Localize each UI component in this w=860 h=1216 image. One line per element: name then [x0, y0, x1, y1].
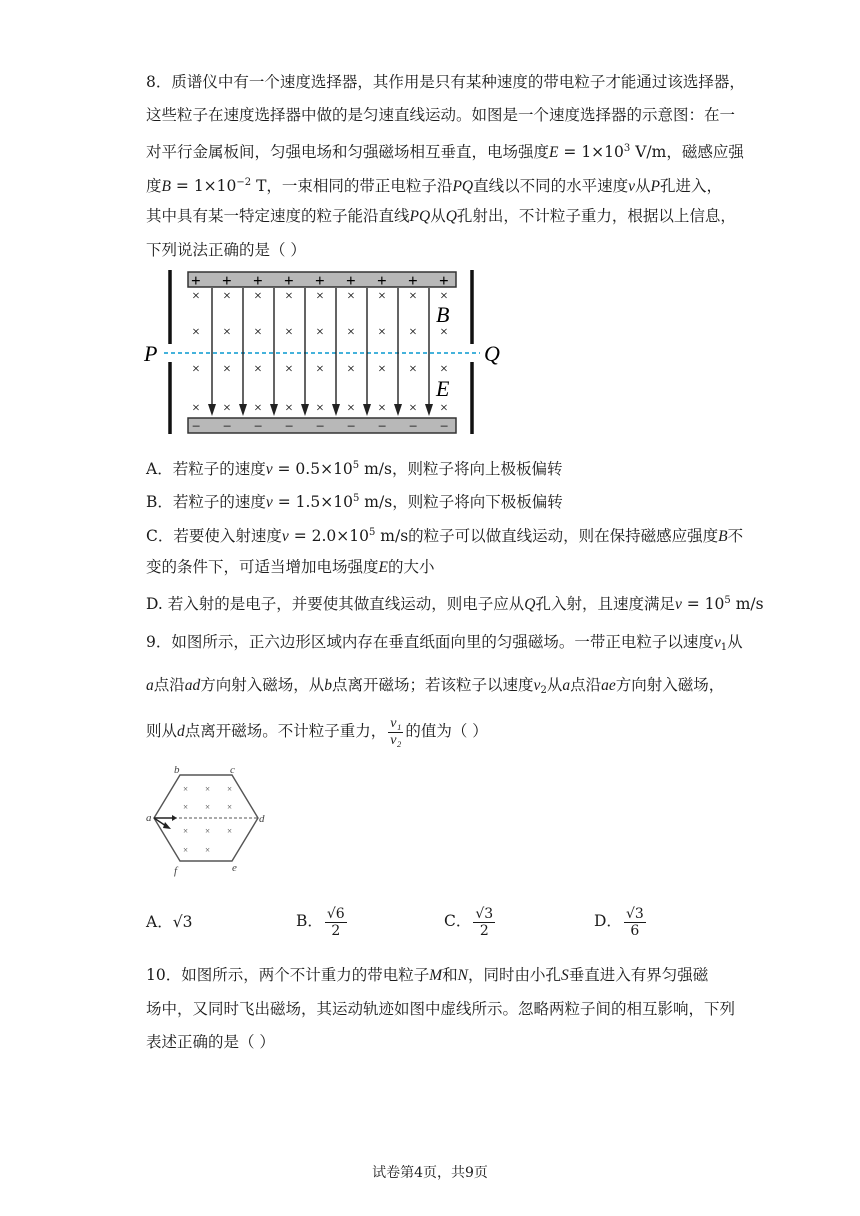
field-cross: × — [409, 401, 417, 416]
plus-sign: + — [346, 271, 356, 290]
field-cross: × — [254, 289, 262, 304]
hex-field-cross: × — [205, 802, 211, 812]
plus-sign: + — [191, 271, 201, 290]
plus-sign: + — [222, 271, 232, 290]
minus-sign: − — [192, 419, 201, 435]
field-cross: × — [347, 325, 355, 340]
page-footer: 试卷第4页，共9页 — [372, 1165, 488, 1181]
minus-sign: − — [409, 419, 418, 435]
q8-line-4: 度$B = 1\times 10^{-2}$ T，一束相同的带正电粒子沿PQ直线以不同的水平速度v从P孔进入， — [146, 177, 723, 195]
vertex-a: a — [146, 812, 152, 824]
field-cross: × — [285, 289, 293, 304]
q8-line-5: 其中具有某一特定速度的粒子能沿直线PQ从Q孔射出，不计粒子重力，根据以上信息， — [146, 207, 736, 225]
q10-line-3: 表述正确的是（ ） — [146, 1033, 275, 1051]
field-arrowhead — [270, 404, 278, 416]
field-arrowhead — [425, 404, 433, 416]
q9-line-1: 9．如图所示，正六边形区域内存在垂直纸面向里的匀强磁场。一带正电粒子以速度$v_1$从 — [146, 633, 743, 653]
vertex-e: e — [232, 862, 237, 874]
hex-field-cross: × — [183, 826, 189, 836]
arrowhead-ae — [163, 822, 171, 829]
field-arrowhead — [239, 404, 247, 416]
q8-option-c: C．若要使入射速度$v = 2.0\times 10^5$ m/s的粒子可以做直线运动，则在保持磁感应强度B不 — [146, 527, 744, 545]
field-cross: × — [223, 362, 231, 377]
field-cross: × — [192, 289, 200, 304]
field-cross: × — [347, 362, 355, 377]
field-cross: × — [378, 289, 386, 304]
label-e: E — [436, 376, 450, 401]
field-cross: × — [409, 362, 417, 377]
field-arrowhead — [301, 404, 309, 416]
q9-option-d: D． $\frac{√3}{6}$ — [594, 905, 644, 939]
hex-field-cross: × — [227, 784, 233, 794]
field-arrowhead — [208, 404, 216, 416]
plus-sign: + — [377, 271, 387, 290]
q8-line-1: 8．质谱仪中有一个速度选择器，其作用是只有某种速度的带电粒子才能通过该选择器， — [146, 73, 745, 91]
field-cross: × — [440, 362, 448, 377]
v1-over-v2-fraction: $\frac{\text{v₁}}{\text{v₂}}$ — [390, 715, 402, 748]
vertex-f: f — [174, 865, 178, 877]
hexagon-field-figure — [146, 762, 270, 878]
vertex-d: d — [259, 813, 265, 825]
plus-sign: + — [408, 271, 418, 290]
hex-field-cross: × — [227, 802, 233, 812]
field-cross: × — [223, 401, 231, 416]
field-cross: × — [192, 325, 200, 340]
field-cross: × — [316, 401, 324, 416]
vertex-b: b — [174, 764, 180, 776]
field-cross: × — [285, 325, 293, 340]
q10-line-1: 10．如图所示，两个不计重力的带电粒子M和N，同时由小孔S垂直进入有界匀强磁 — [146, 966, 709, 984]
field-cross: × — [316, 325, 324, 340]
hex-field-cross: × — [183, 784, 189, 794]
field-arrowhead — [332, 404, 340, 416]
plus-sign: + — [253, 271, 263, 290]
field-cross: × — [347, 289, 355, 304]
field-cross: × — [316, 362, 324, 377]
q9-option-a: A．√3 — [146, 913, 193, 931]
q8-option-b: B．若粒子的速度$v = 1.5\times 10^5$ m/s，则粒子将向下极板偏转 — [146, 493, 563, 511]
q9-option-c: C． $\frac{√3}{2}$ — [444, 905, 494, 939]
minus-sign: − — [316, 419, 325, 435]
q9-line-2: a点沿ad方向射入磁场，从b点离开磁场；若该粒子以速度$v_2$从a点沿ae方向射入磁场， — [146, 676, 725, 696]
plus-sign: + — [315, 271, 325, 290]
q9-option-b: B． $\frac{√6}{2}$ — [296, 905, 345, 939]
hex-field-cross: × — [205, 845, 211, 855]
q8-option-a: A．若粒子的速度$v = 0.5\times 10^5$ m/s，则粒子将向上极板偏转 — [146, 460, 563, 478]
field-cross: × — [192, 362, 200, 377]
field-cross: × — [378, 325, 386, 340]
field-cross: × — [316, 289, 324, 304]
hex-field-cross: × — [227, 826, 233, 836]
field-cross: × — [440, 289, 448, 304]
field-cross: × — [409, 325, 417, 340]
field-cross: × — [192, 401, 200, 416]
plus-sign: + — [439, 271, 449, 290]
field-cross: × — [254, 401, 262, 416]
field-cross: × — [254, 325, 262, 340]
field-cross: × — [409, 289, 417, 304]
minus-sign: − — [223, 419, 232, 435]
label-q: Q — [484, 341, 500, 366]
field-cross: × — [285, 362, 293, 377]
field-cross: × — [223, 289, 231, 304]
q8-line-2: 这些粒子在速度选择器中做的是匀速直线运动。如图是一个速度选择器的示意图：在一 — [146, 106, 736, 124]
field-arrowhead — [363, 404, 371, 416]
field-cross: × — [440, 401, 448, 416]
field-cross: × — [254, 362, 262, 377]
field-cross: × — [440, 325, 448, 340]
field-arrowhead — [394, 404, 402, 416]
label-p: P — [144, 341, 158, 366]
hex-field-cross: × — [205, 826, 211, 836]
velocity-selector-figure — [140, 266, 510, 438]
q9-line-3: 则从d点离开磁场。不计粒子重力， $\frac{\text{v₁}}{\text{v₂}}$ 的值为（ ） — [146, 715, 488, 748]
q8-option-c-cont: 变的条件下，可适当增加电场强度E的大小 — [146, 558, 435, 576]
minus-sign: − — [285, 419, 294, 435]
hex-field-cross: × — [183, 802, 189, 812]
minus-sign: − — [378, 419, 387, 435]
q8-line-6: 下列说法正确的是（ ） — [146, 241, 306, 259]
field-cross: × — [378, 362, 386, 377]
q8-line-3: 对平行金属板间，匀强电场和匀强磁场相互垂直，电场强度$E = 1\times 10^3$ V/m，磁感应强 — [146, 143, 744, 161]
plus-sign: + — [284, 271, 294, 290]
minus-sign: − — [347, 419, 356, 435]
field-cross: × — [223, 325, 231, 340]
minus-sign: − — [440, 419, 449, 435]
hex-field-cross: × — [183, 845, 189, 855]
field-cross: × — [347, 401, 355, 416]
arrowhead-ad — [172, 815, 177, 821]
hex-field-cross: × — [205, 784, 211, 794]
field-cross: × — [378, 401, 386, 416]
vertex-c: c — [230, 764, 235, 776]
label-b: B — [436, 302, 450, 327]
q10-line-2: 场中，又同时飞出磁场，其运动轨迹如图中虚线所示。忽略两粒子间的相互影响，下列 — [146, 1000, 736, 1018]
q8-option-d: D. 若入射的是电子，并要使其做直线运动，则电子应从Q孔入射，且速度满足$v = 10^5$ m/s — [146, 595, 764, 613]
minus-sign: − — [254, 419, 263, 435]
field-cross: × — [285, 401, 293, 416]
